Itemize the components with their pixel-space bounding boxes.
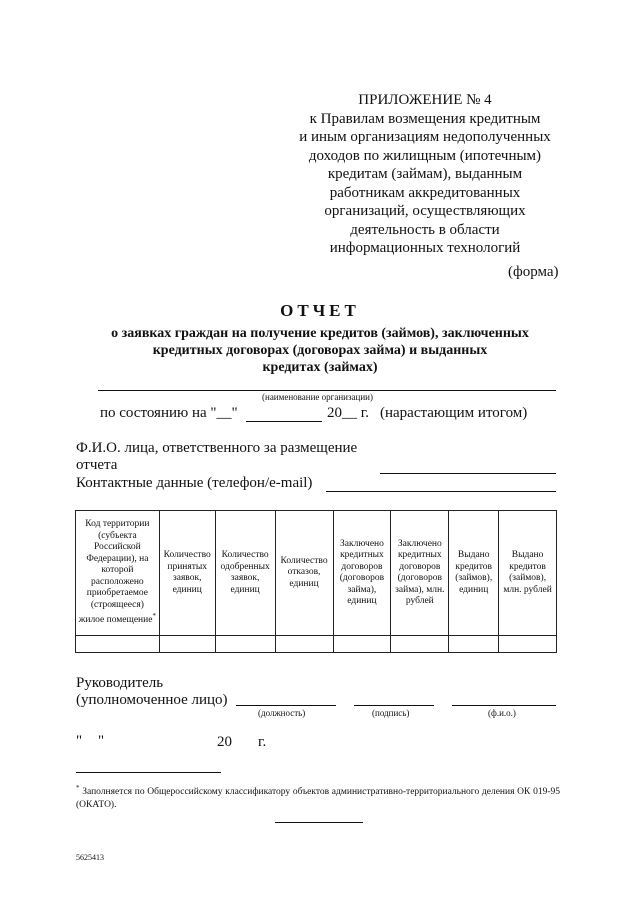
appendix-line: и иным организациям недополученных bbox=[299, 129, 551, 145]
org-name-caption: (наименование организации) bbox=[262, 392, 373, 402]
responsible-label-2: отчета bbox=[76, 457, 118, 473]
as-of-suffix: (нарастающим итогом) bbox=[380, 405, 528, 421]
date-quote-open: " bbox=[76, 733, 83, 749]
col-issued-amount: Выдано кредитов (займов), млн. рублей bbox=[499, 511, 557, 636]
col-territory-code: Код территории (субъекта Российской Федерации), на которой расположено приобретаемое (строящееся) жилое помещение* bbox=[76, 511, 160, 636]
date-year-suffix: г. bbox=[258, 734, 267, 750]
as-of-prefix: по состоянию на "__" bbox=[100, 405, 238, 421]
signature-caption: (подпись) bbox=[372, 708, 410, 718]
appendix-line: кредитам (займам), выданным bbox=[327, 166, 523, 182]
appendix-line: организаций, осуществляющих bbox=[324, 203, 526, 219]
table-cell[interactable] bbox=[76, 636, 160, 653]
report-table bbox=[75, 510, 557, 653]
appendix-title: ПРИЛОЖЕНИЕ № 4 bbox=[358, 92, 492, 108]
responsible-label: Ф.И.О. лица, ответственного за размещение bbox=[76, 440, 358, 456]
full-name-line[interactable] bbox=[452, 705, 556, 706]
position-caption: (должность) bbox=[258, 708, 306, 718]
col-refusals: Количество отказов, единиц bbox=[275, 511, 333, 636]
responsible-line[interactable] bbox=[380, 473, 556, 474]
table-header-row bbox=[76, 511, 557, 636]
end-separator bbox=[275, 822, 363, 823]
signature-line[interactable] bbox=[354, 705, 434, 706]
footnote-separator bbox=[76, 772, 221, 773]
contacts-line[interactable] bbox=[326, 491, 556, 492]
report-title: ОТЧЕТ bbox=[280, 301, 360, 320]
authorized-person-label: (уполномоченное лицо) bbox=[76, 692, 228, 708]
table-cell[interactable] bbox=[391, 636, 449, 653]
as-of-month-line[interactable] bbox=[246, 421, 322, 422]
table-cell[interactable] bbox=[449, 636, 499, 653]
contacts-label: Контактные данные (телефон/e-mail) bbox=[76, 475, 313, 491]
position-line[interactable] bbox=[236, 705, 336, 706]
document-number: 5625413 bbox=[76, 853, 104, 862]
appendix-line: информационных технологий bbox=[329, 240, 521, 256]
subtitle-line: кредитах (займах) bbox=[262, 360, 378, 375]
appendix-block bbox=[280, 91, 570, 258]
date-quote-close: " bbox=[98, 733, 105, 749]
table-cell[interactable] bbox=[159, 636, 215, 653]
subtitle-line: кредитных договорах (договорах займа) и выданных bbox=[152, 343, 488, 358]
table-cell[interactable] bbox=[499, 636, 557, 653]
table-cell[interactable] bbox=[215, 636, 275, 653]
footnote bbox=[76, 782, 560, 812]
form-label: (форма) bbox=[508, 264, 559, 280]
as-of-year: 20__ г. bbox=[327, 405, 369, 421]
col-contracts-units: Заключено кредитных договоров (договоров займа), единиц bbox=[333, 511, 391, 636]
col-accepted-applications: Количество принятых заявок, единиц bbox=[159, 511, 215, 636]
subtitle-line: о заявках граждан на получение кредитов (займов), заключенных bbox=[111, 326, 529, 341]
table-cell[interactable] bbox=[333, 636, 391, 653]
table-row bbox=[76, 636, 557, 653]
table-cell[interactable] bbox=[275, 636, 333, 653]
appendix-line: работникам аккредитованных bbox=[329, 184, 521, 201]
date-year-prefix: 20 bbox=[217, 734, 232, 750]
appendix-line: к Правилам возмещения кредитным bbox=[309, 110, 541, 127]
full-name-caption: (ф.и.о.) bbox=[488, 708, 516, 718]
col-contracts-amount: Заключено кредитных договоров (договоров займа), млн. рублей bbox=[391, 511, 449, 636]
col-approved-applications: Количество одобренных заявок, единиц bbox=[215, 511, 275, 636]
org-name-line[interactable] bbox=[98, 390, 556, 391]
report-subtitle bbox=[60, 325, 580, 376]
col-issued-units: Выдано кредитов (займов), единиц bbox=[449, 511, 499, 636]
appendix-line: доходов по жилищным (ипотечным) bbox=[308, 147, 542, 164]
footnote-mark: * bbox=[152, 612, 156, 621]
head-label: Руководитель bbox=[76, 675, 164, 691]
footnote-text: Заполняется по Общероссийскому классификатору объектов административно-территориального деления ОК 019-95 (ОКАТО). bbox=[76, 787, 560, 811]
footnote-mark: * bbox=[76, 784, 80, 792]
appendix-line: деятельность в области bbox=[350, 221, 500, 238]
